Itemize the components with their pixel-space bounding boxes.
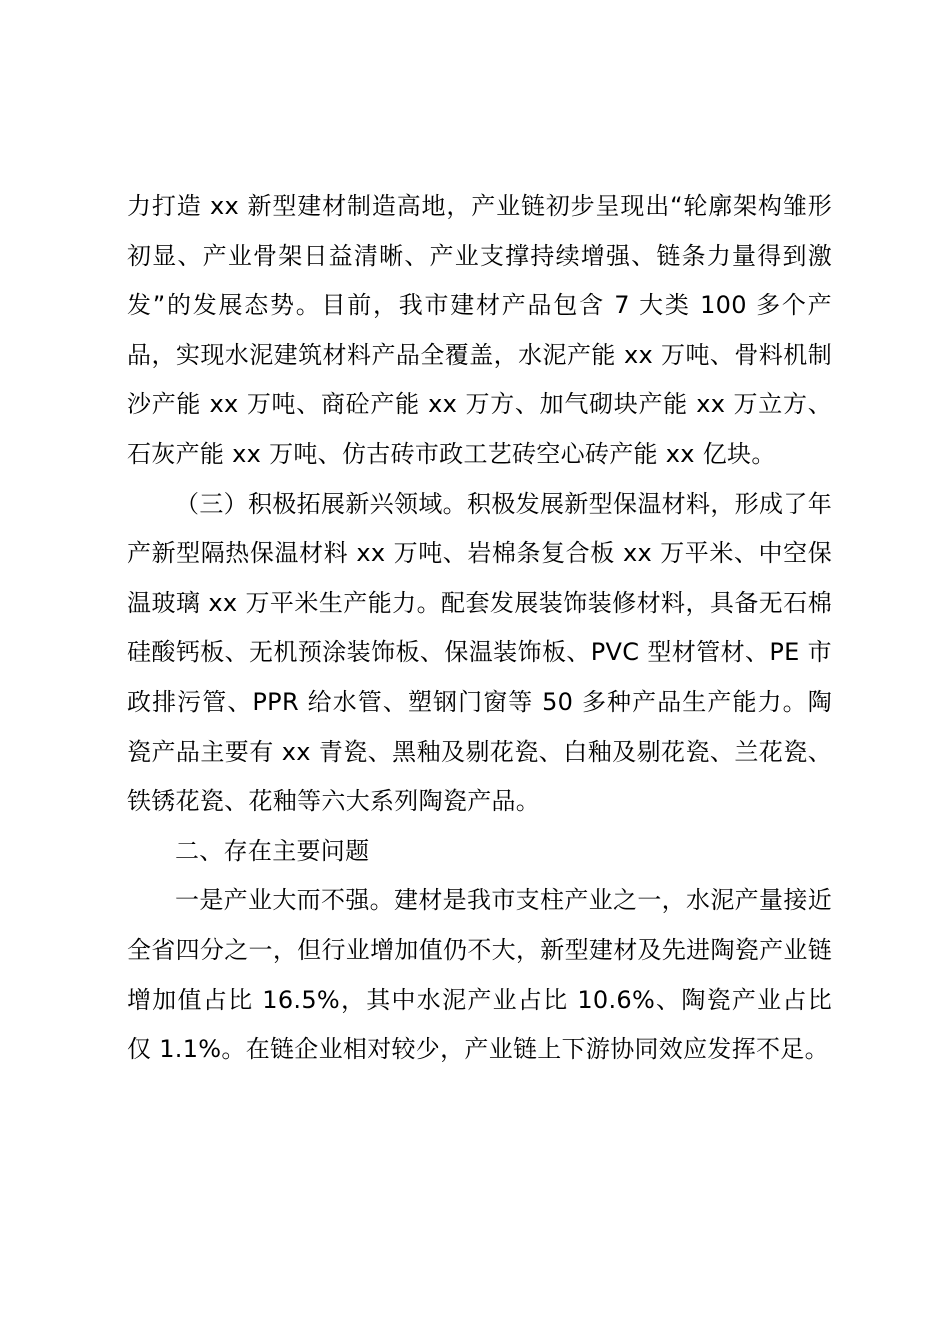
document-body <box>127 182 832 1075</box>
paragraph-problem-one: 一是产业大而不强。建材是我市支柱产业之一，水泥产量接近全省四分之一，但行业增加值仍不大，新型建材及先进陶瓷产业链增加值占比 16.5%，其中水泥产业占比 10.6%、陶瓷产业占比仅 1.1%。在链企业相对较少，产业链上下游协同效应发挥不足。 <box>127 886 832 1064</box>
paragraph-continuation: 力打造 xx 新型建材制造高地，产业链初步呈现出“轮廓架构雏形初显、产业骨架日益清晰、产业支撑持续增强、链条力量得到激发”的发展态势。目前，我市建材产品包含 7 大类 100 多个产品，实现水泥建筑材料产品全覆盖，水泥产能 xx 万吨、骨料机制沙产能 xx 万吨、商砼产能 xx 万方、加气砌块产能 xx 万立方、石灰产能 xx 万吨、仿古砖市政工艺砖空心砖产能 xx 亿块。 <box>127 192 832 468</box>
section-heading-main-problems: 二、存在主要问题 <box>175 836 370 865</box>
paragraph-section-three: （三）积极拓展新兴领域。积极发展新型保温材料，形成了年产新型隔热保温材料 xx 万吨、岩棉条复合板 xx 万平米、中空保温玻璃 xx 万平米生产能力。配套发展装饰装修材料，具备无石棉硅酸钙板、无机预涂装饰板、保温装饰板、PVC 型材管材、PE 市政排污管、PPR 给水管、塑钢门窗等 50 多种产品生产能力。陶瓷产品主要有 xx 青瓷、黑釉及剔花瓷、白釉及剔花瓷、兰花瓷、铁锈花瓷、花釉等六大系列陶瓷产品。 <box>127 489 832 816</box>
